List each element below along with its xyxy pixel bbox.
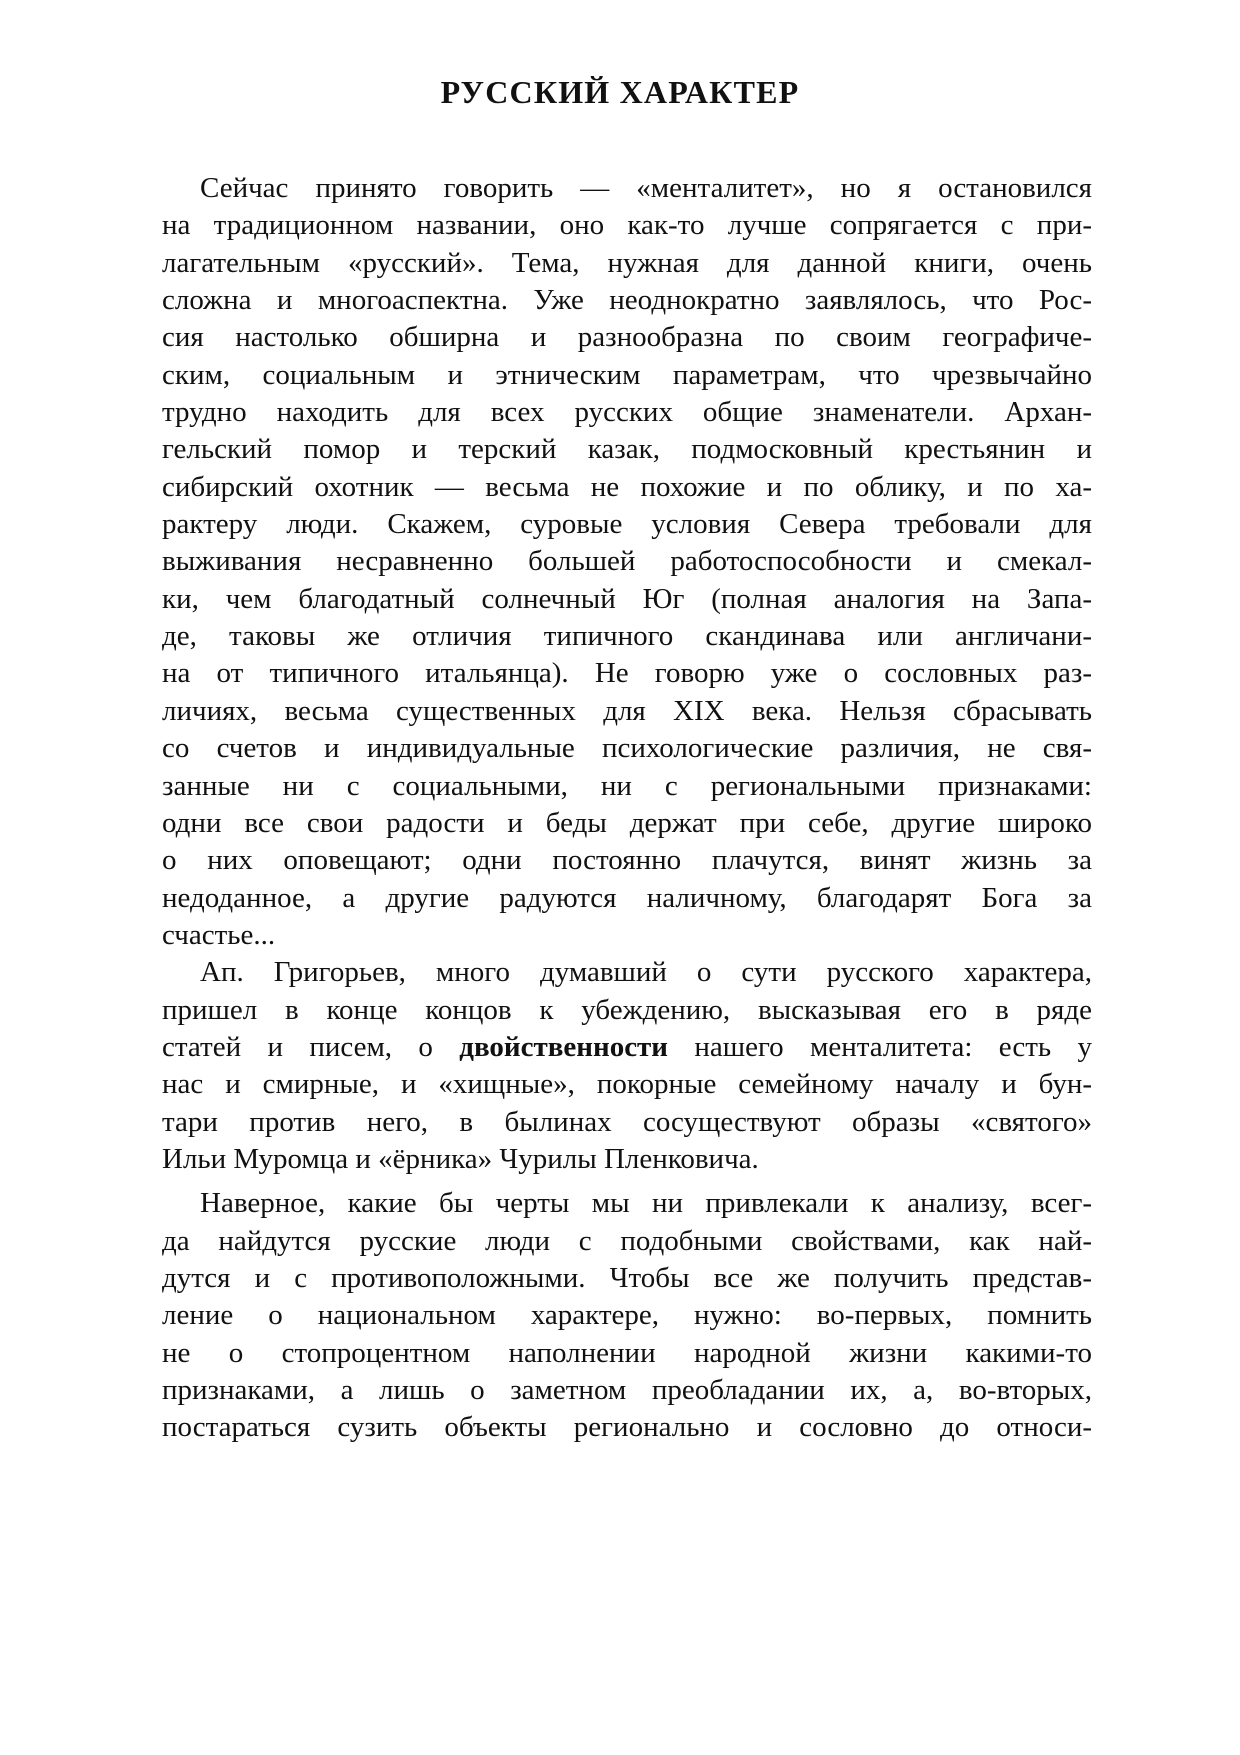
text-line: де, таковы же отличия типичного скандинава или англичани- [162,620,1092,653]
text-line: Сейчас принято говорить — «менталитет», но я остановился [200,172,1092,204]
text-line: Наверное, какие бы черты мы ни привлекали к анализу, всег- [200,1187,1092,1220]
text-line-with-emphasis [162,1029,1092,1066]
text-line: нас и смирные, и «хищные», покорные семейному началу и бун- [162,1068,1092,1101]
text-line: сибирский охотник — весьма не похожие и по облику, и по ха- [162,470,1092,503]
text-line: счастье... [162,918,276,951]
chapter-title: РУССКИЙ ХАРАКТЕР [440,74,800,110]
text-line: Ап. Григорьев, много думавший о сути русского характера, [200,956,1092,989]
text-line: со счетов и индивидуальные психологические различия, не свя- [162,732,1092,765]
text-line: гельский помор и терский казак, подмосковный крестьянин и [162,433,1092,466]
body-text [162,170,1092,1447]
emphasized-term: двойственности [459,1030,669,1063]
paragraph-3 [162,1185,1092,1446]
text-line: на традиционном названии, оно как-то лучше сопрягается с при- [162,209,1092,242]
text-line: ским, социальным и этническим параметрам, что чрезвычайно [162,358,1092,391]
text-line: постараться сузить объекты регионально и сословно до относи- [162,1411,1092,1444]
text-run: статей и писем, о [162,1030,460,1063]
text-line: недоданное, а другие радуются наличному, благодарят Бога за [162,881,1092,914]
text-line: Ильи Муромца и «ёрника» Чурилы Пленковича. [162,1142,759,1175]
text-line: не о стопроцентном наполнении народной жизни какими-то [162,1336,1092,1369]
text-line: ление о национальном характере, нужно: во-первых, помнить [162,1299,1092,1332]
text-line: о них оповещают; одни постоянно плачутся, винят жизнь за [162,844,1092,877]
text-line: занные ни с социальными, ни с региональными признаками: [162,769,1092,802]
text-line: дутся и с противоположными. Чтобы все же получить представ- [162,1261,1092,1294]
text-run: нашего менталитета: есть у [668,1030,1092,1063]
text-line: тари против него, в былинах сосуществуют образы «святого» [162,1105,1092,1138]
text-line: личиях, весьма существенных для XIX века. Нельзя сбрасывать [162,694,1092,727]
text-line: да найдутся русские люди с подобными свойствами, как най- [162,1224,1092,1257]
text-line: трудно находить для всех русских общие знаменатели. Архан- [162,396,1092,429]
text-line: рактеру люди. Скажем, суровые условия Севера требовали для [162,508,1092,541]
text-line: выживания несравненно большей работоспособности и смекал- [162,545,1092,578]
paragraph-2 [162,954,1092,1178]
text-line: лагательным «русский». Тема, нужная для данной книги, очень [162,246,1092,279]
paragraph-1 [162,170,1092,954]
text-line: признаками, а лишь о заметном преобладании их, а, во-вторых, [162,1374,1092,1406]
paragraph-spacing [162,1178,1092,1185]
text-line: сложна и многоаспектна. Уже неоднократно заявлялось, что Рос- [162,284,1092,317]
text-line: одни все свои радости и беды держат при себе, другие широко [162,806,1092,839]
text-line: пришел в конце концов к убеждению, высказывая его в ряде [162,993,1092,1026]
text-line: сия настолько обширна и разнообразна по своим географиче- [162,321,1092,354]
text-line: ки, чем благодатный солнечный Юг (полная аналогия на Запа- [162,582,1092,615]
text-line: на от типичного итальянца). Не говорю уже о сословных раз- [162,657,1092,690]
